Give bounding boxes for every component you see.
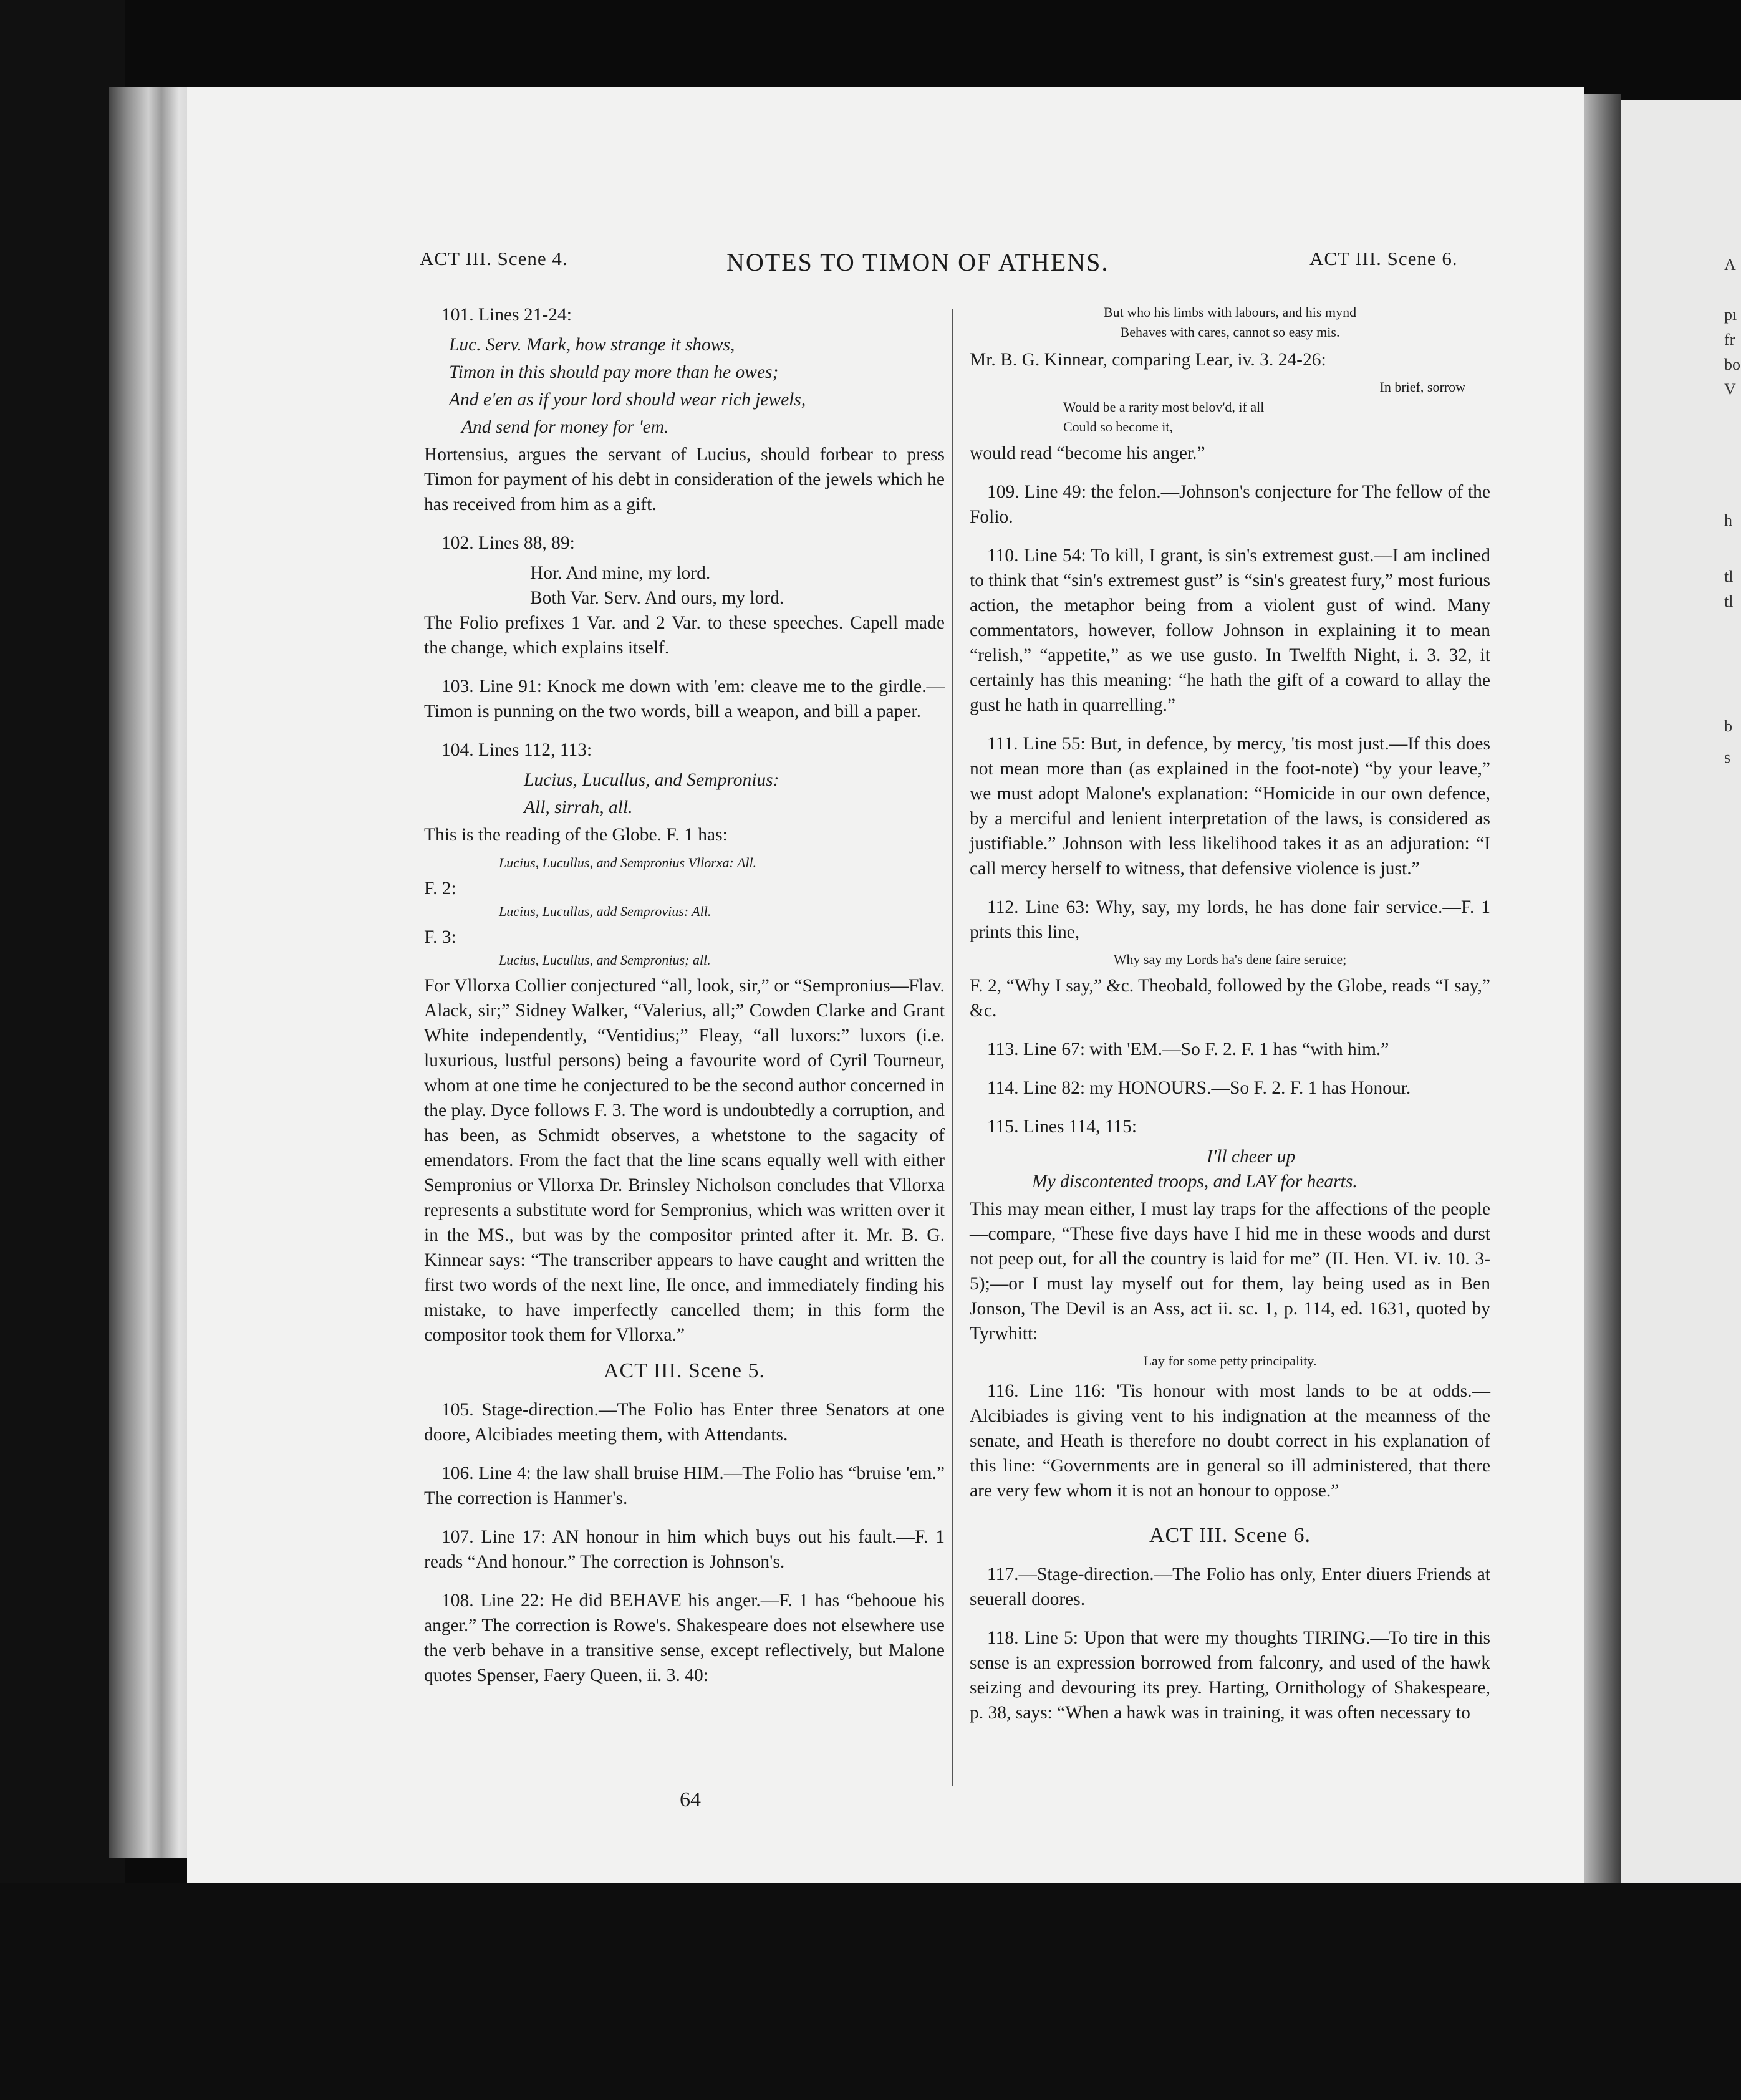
note-115-body: This may mean either, I must lay traps for the affections of the people—compare, “These five days have I hid me in these woods and durst not peep out, for all the country is laid for me” (II. Hen. VI. iv. 10. 3-5);—or I must lay myself out for them, lay being used as in Ben Jonson, The Devil is an Ass, act ii. sc. 1, p. 114, ed. 1631, quoted by Tyrwhitt: [970,1199,1490,1344]
quote-line: Hor. And mine, my lord. [530,563,711,583]
note-118: 118. Line 5: Upon that were my thoughts TIRING.—To tire in this sense is an expression borrowed from falconry, and used of the hawk seizing and devouring its prey. Harting, Ornithology of Shakespeare, p. 38, says: “When a hawk was in training, it was often necessary to [970,1628,1490,1723]
note-110: 110. Line 54: To kill, I grant, is sin's extremest gust.—I am inclined to think that “sin's extremest gust” is “sin's greatest fury,” most furious action, the metaphor being from a violent gust of wind. Many commentators, however, follow Johnson in explaining it to mean “relish,” “appetite,” as we use gusto. In Twelfth Night, i. 3. 32, it certainly has this meaning: “he hath the gift of a coward to allay the gust he hath in quarrelling.” [970,546,1490,715]
next-page-fragment: tl [1724,567,1734,585]
next-page-fragment: h [1724,511,1732,529]
column-divider [952,309,953,1786]
next-page-fragment: tl [1724,592,1734,610]
note-113: 113. Line 67: with 'EM.—So F. 2. F. 1 has “with him.” [987,1039,1389,1059]
note-104-heading: 104. Lines 112, 113: [441,740,592,760]
scan-background-left [0,0,125,2100]
note-106: 106. Line 4: the law shall bruise HIM.—The Folio has “bruise 'em.” The correction is Hanmer's. [424,1463,945,1508]
running-head-title: NOTES TO TIMON OF ATHENS. [726,248,1109,276]
quote-line: Could so become it, [1063,419,1173,435]
note-105: 105. Stage-direction.—The Folio has Enter three Senators at one doore, Alcibiades meeting them, with Attendants. [424,1400,945,1445]
quote-line: Would be a rarity most belov'd, if all [1063,399,1265,415]
book-page-edges [109,87,196,1858]
next-page-fragment: pı [1724,306,1737,324]
folio-reading: Why say my Lords ha's dene faire seruice; [1113,951,1347,967]
folio-reading: Lucius, Lucullus, add Semprovius: All. [499,903,711,919]
quote-line: All, sirrah, all. [524,797,633,817]
quote-line: Timon in this should pay more than he owes; [449,362,779,382]
running-head-right: ACT III. Scene 6. [1309,248,1458,269]
next-page-fragment: V [1724,380,1736,398]
quote-line: And e'en as if your lord should wear rich jewels, [449,390,806,410]
quote-line: But who his limbs with labours, and his mynd [1103,304,1357,320]
page-number: 64 [680,1788,701,1811]
note-112-continued: F. 2, “Why I say,” &c. Theobald, followed by the Globe, reads “I say,” &c. [970,976,1490,1021]
quote-line: Both Var. Serv. And ours, my lord. [530,588,784,608]
note-109: 109. Line 49: the felon.—Johnson's conjecture for The fellow of the Folio. [970,482,1490,527]
quote-line: In brief, sorrow [1379,379,1465,395]
section-heading-scene-6: ACT III. Scene 6. [1149,1524,1311,1547]
note-101-heading: 101. Lines 21-24: [441,305,572,325]
next-page-fragment: b [1724,717,1732,735]
folio-label: F. 2: [424,879,456,898]
note-108: 108. Line 22: He did BEHAVE his anger.—F. 1 has “behooue his anger.” The correction is Rowe's. Shakespeare does not elsewhere use the verb behave in a transitive sense, except reflectively, but Malone quotes Spenser, Faery Queen, ii. 3. 40: [424,1591,945,1685]
note-116: 116. Line 116: 'Tis honour with most lands to be at odds.—Alcibiades is giving vent to his indignation at the meanness of the senate, and Heath is therefore no doubt correct in his explanation of this line: “Governments are in general so ill administered, that there are very few whom it is not an honour to oppose.” [970,1381,1490,1501]
folio-reading: Lucius, Lucullus, and Sempronius Vllorxa: All. [499,855,757,870]
note-107: 107. Line 17: AN honour in him which buys out his fault.—F. 1 reads “And honour.” The correction is Johnson's. [424,1527,945,1572]
quote-line: My discontented troops, and LAY for hearts. [1032,1172,1358,1192]
section-heading-scene-5: ACT III. Scene 5. [603,1359,766,1382]
note-114: 114. Line 82: my HONOURS.—So F. 2. F. 1 has Honour. [987,1078,1411,1098]
kinnear-note: Mr. B. G. Kinnear, comparing Lear, iv. 3. 24-26: [970,350,1326,370]
quote-line: And send for money for 'em. [461,417,669,437]
running-head-left: ACT III. Scene 4. [420,248,568,269]
quote-line: Lay for some petty principality. [1143,1353,1317,1369]
next-page-fragment: A [1724,256,1736,274]
note-115-heading: 115. Lines 114, 115: [987,1117,1137,1137]
note-104-discussion: For Vllorxa Collier conjectured “all, look, sir,” or “Sempronius—Flav. Alack, sir;” Sidney Walker, “Valerius, all;” Cowden Clarke and Grant White independently, “Ventidius;” Fleay, “all luxors:” luxors (i.e. luxurious, lustful persons) being a favourite word of Cyril Tourneur, whom at one time he conjectured to be the second author concerned in the play. Dyce follows F. 3. The word is undoubtedly a corruption, and has been, as Schmidt observes, a whetstone to the sagacity of emendators. From the fact that the line scans equally well with either Sempronius or Vllorxa Dr. Brinsley Nicholson concludes that Vllorxa represents a substitute word for Sempronius, which was written over it in the MS., but was by the compositor printed after it. Mr. B. G. Kinnear says: “The transcriber appears to have caught and written the first two words of the next line, Ile once, and immediately finding his mistake, to have imperfectly cancelled them; in this form the compositor took them for Vllorxa.” [424,976,945,1345]
scan-background-bottom [0,1883,1741,2100]
note-102-body: The Folio prefixes 1 Var. and 2 Var. to these speeches. Capell made the change, which explains itself. [424,613,945,658]
quote-line: Lucius, Lucullus, and Sempronius: [524,770,779,790]
note-103: 103. Line 91: Knock me down with 'em: cleave me to the girdle.—Timon is punning on the two words, bill a weapon, and bill a paper. [424,677,945,721]
next-page-fragment: bo [1724,355,1740,373]
note-102-heading: 102. Lines 88, 89: [441,533,575,553]
next-page-edge [1606,100,1741,1970]
right-column [970,302,1490,1730]
note-111: 111. Line 55: But, in defence, by mercy, 'tis most just.—If this does not mean more than (as explained in the foot-note) “by your leave,” we must adopt Malone's explanation: “Homicide in our own defence, by a merciful and lenient interpretation of the laws, is considered as justifiable.” Johnson with less likelihood takes it as an adjuration: “I call mercy herself to witness, that defensive violence is just.” [970,734,1490,879]
folio-label: F. 3: [424,927,456,947]
quote-line: Luc. Serv. Mark, how strange it shows, [449,335,735,355]
note-112: 112. Line 63: Why, say, my lords, he has done fair service.—F. 1 prints this line, [970,897,1490,942]
quote-line: I'll cheer up [1207,1147,1296,1167]
quote-line: Behaves with cares, cannot so easy mis. [1120,324,1340,340]
note-117: 117.—Stage-direction.—The Folio has only, Enter diuers Friends at seuerall doores. [970,1564,1490,1609]
kinnear-conclusion: would read “become his anger.” [970,443,1205,463]
next-page-fragment: s [1724,748,1731,766]
left-column [424,302,945,1693]
note-101-body: Hortensius, argues the servant of Lucius, should forbear to press Timon for payment of his debt in consideration of the jewels which he has received from him as a gift. [424,445,945,514]
note-104-body: This is the reading of the Globe. F. 1 has: [424,825,728,845]
folio-reading: Lucius, Lucullus, and Sempronius; all. [499,952,711,968]
next-page-fragment: fr [1724,330,1735,349]
